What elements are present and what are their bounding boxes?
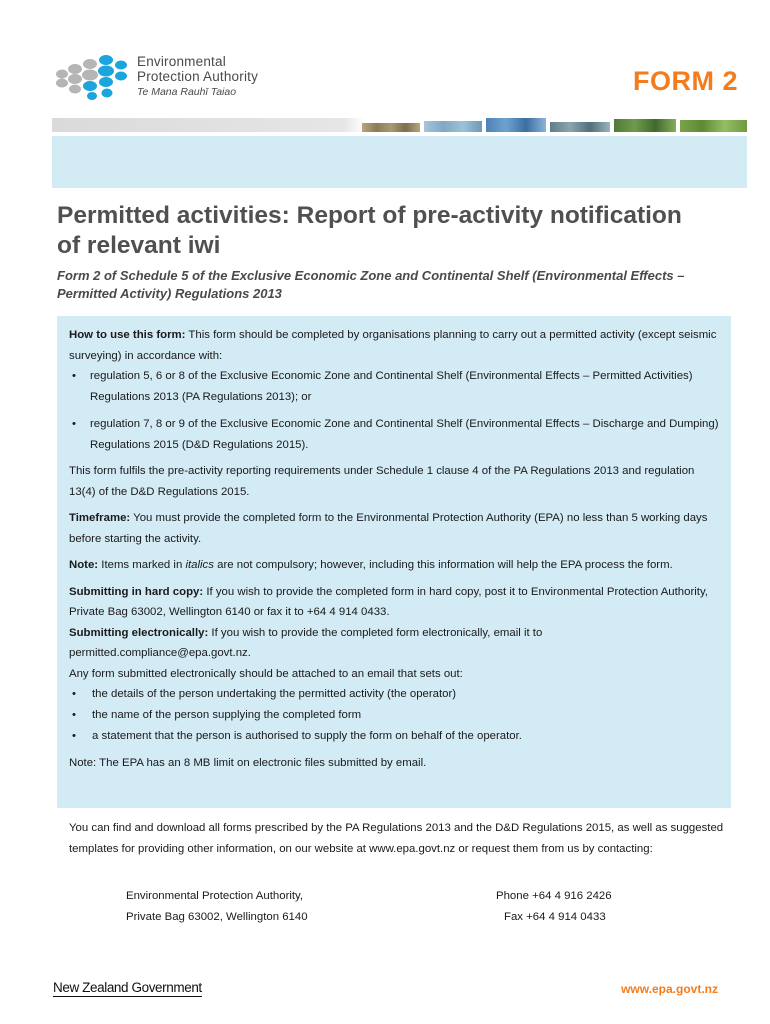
header-band bbox=[52, 136, 747, 188]
email-intro: Any form submitted electronically should be attached to an email that sets out: bbox=[69, 667, 463, 680]
list-item: • a statement that the person is authorised to supply the form on behalf of the operator. bbox=[69, 726, 719, 747]
website-link[interactable]: www.epa.govt.nz bbox=[621, 982, 718, 996]
logo-text bbox=[137, 54, 258, 99]
note-label: Note: bbox=[69, 559, 99, 571]
how-to-paragraph bbox=[69, 325, 719, 366]
contact-org: Environmental Protection Authority, bbox=[126, 890, 304, 902]
contact-numbers bbox=[496, 886, 612, 927]
contact-address-line: Private Bag 63002, Wellington 6140 bbox=[126, 910, 308, 923]
page-subtitle: Form 2 of Schedule 5 of the Exclusive Economic Zone and Continental Shelf (Environmental Effects – Permitted Activity) Regulations 2013 bbox=[57, 268, 685, 301]
logo-line-3: Te Mana Rauhī Taiao bbox=[137, 86, 237, 98]
hard-copy-text: If you wish to provide the completed form in hard copy, post it to Environmental Protection Authority, Private Bag 63002, Wellington 6140 or fax it to +64 4 914 0433. bbox=[69, 585, 708, 618]
nz-government-logo: New Zealand Government bbox=[53, 980, 202, 995]
logo-line-2: Protection Authority bbox=[137, 69, 259, 84]
contact-address bbox=[126, 886, 308, 927]
email-contents-list bbox=[69, 684, 719, 747]
page-title: Permitted activities: Report of pre-activity notification of relevant iwi bbox=[57, 202, 682, 259]
electronic-paragraph bbox=[69, 623, 719, 664]
list-item: • the details of the person undertaking the permitted activity (the operator) bbox=[69, 684, 719, 705]
hard-copy-paragraph bbox=[69, 582, 719, 623]
list-item: • regulation 7, 8 or 9 of the Exclusive Economic Zone and Continental Shelf (Environmental Effects – Discharge and Dumping) Regulations 2015 (D&D Regulations 2015). bbox=[69, 414, 719, 455]
how-to-text: This form should be completed by organisations planning to carry out a permitted activity (except seismic surveying) in accordance with: bbox=[69, 329, 717, 362]
timeframe-label: Timeframe: bbox=[69, 512, 131, 524]
form-number: FORM 2 bbox=[632, 66, 738, 96]
fulfils-paragraph: This form fulfils the pre-activity reporting requirements under Schedule 1 clause 4 of the PA Regulations 2013 and regulation 13(4) of the D&D Regulations 2015. bbox=[69, 465, 695, 498]
list-item: • the name of the person supplying the completed form bbox=[69, 705, 719, 726]
logo-line-1: Environmental bbox=[137, 54, 226, 69]
electronic-text: If you wish to provide the completed form electronically, email it to permitted.compliance@epa.govt.nz. bbox=[69, 626, 543, 659]
hard-copy-label: Submitting in hard copy: bbox=[69, 585, 204, 598]
note-paragraph: Note: Items marked in italics are not compulsory; however, including this information will help the EPA process the form. bbox=[69, 559, 673, 571]
contact-phone: Phone +64 4 916 2426 bbox=[496, 890, 612, 902]
timeframe-paragraph bbox=[69, 508, 719, 549]
downloads-paragraph: You can find and download all forms prescribed by the PA Regulations 2013 and the D&D Regulations 2015, as well as suggested templates for providing other information, on our website at www.epa.govt.nz or request them from us by contacting: bbox=[69, 822, 724, 855]
list-item: • regulation 5, 6 or 8 of the Exclusive Economic Zone and Continental Shelf (Environmental Effects – Permitted Activities) Regulations 2013 (PA Regulations 2013); or bbox=[69, 366, 719, 407]
epa-logo bbox=[54, 52, 304, 102]
contact-fax: Fax +64 4 914 0433 bbox=[504, 910, 606, 923]
regulation-list bbox=[69, 366, 719, 455]
header-image-strip bbox=[52, 118, 747, 132]
how-to-label: How to use this form: bbox=[69, 329, 186, 341]
electronic-label: Submitting electronically: bbox=[69, 626, 209, 639]
size-limit-note: Note: The EPA has an 8 MB limit on electronic files submitted by email. bbox=[69, 757, 427, 769]
timeframe-text: You must provide the completed form to the Environmental Protection Authority (EPA) no less than 5 working days before starting the activity. bbox=[69, 512, 708, 545]
italics-word: italics bbox=[185, 559, 214, 571]
epa-logo-icon bbox=[54, 52, 134, 102]
instructions-panel bbox=[57, 316, 731, 808]
